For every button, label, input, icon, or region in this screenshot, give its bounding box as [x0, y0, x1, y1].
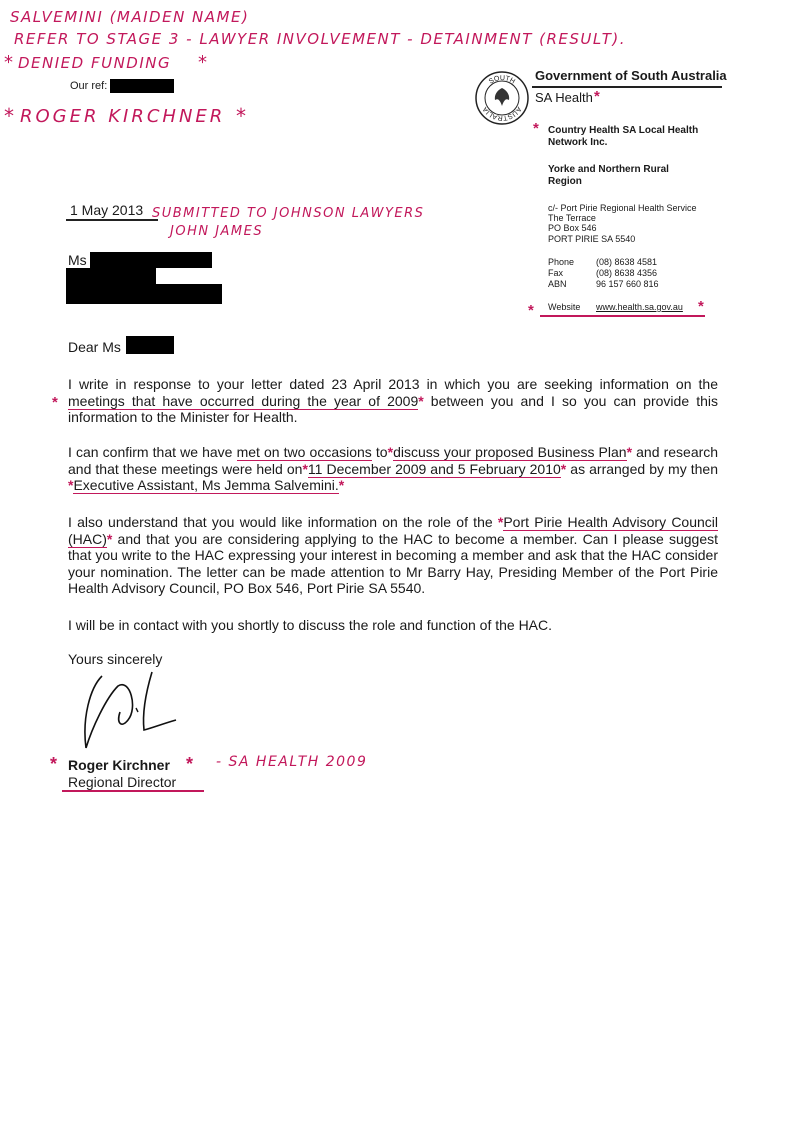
annotation-star: * — [533, 120, 539, 137]
annotation-star: * — [497, 514, 504, 530]
region-name: Yorke and Northern Rural Region — [548, 164, 669, 187]
annotation-star: * — [698, 298, 704, 315]
abn-value: 96 157 660 816 — [596, 279, 659, 289]
recipient-prefix: Ms — [68, 252, 87, 268]
annotation-star: * — [302, 460, 308, 477]
annotation-sa-health-2009: - SA HEALTH 2009 — [216, 754, 368, 770]
para3-text: and that you are considering applying to the HAC to become a member. Can I please suggest that you write to the HAC expressing your interest in becoming a member and ask that the HAC consider your nomination. The letter can be made attention to Mr Barry Hay, Presiding Member of the Port Pirie Health Advisory Council, PO Box 546, Port Pirie SA 5540. — [68, 530, 718, 596]
para2-underlined: 11 December 2009 and 5 February 2010 — [307, 460, 561, 477]
annotation-star: * — [236, 104, 248, 128]
annotation-star: * — [52, 394, 58, 411]
letterhead-rule — [532, 86, 722, 88]
annotation-star: * — [50, 754, 58, 774]
para2-text: to — [375, 444, 388, 460]
para3-text: I also understand that you would like information on the role of the — [68, 514, 493, 530]
annotation-roger-kirchner: ROGER KIRCHNER — [20, 106, 226, 127]
redaction — [110, 79, 174, 93]
annotation-star: * — [560, 460, 567, 477]
annotation-underline — [62, 790, 204, 792]
paragraph-1 — [68, 376, 718, 426]
redaction — [90, 252, 212, 268]
address-line: The Terrace — [548, 213, 596, 223]
sa-health-label: SA Health — [535, 90, 593, 105]
annotation-denied-funding: DENIED FUNDING — [18, 54, 172, 72]
phone-label: Phone — [548, 257, 575, 267]
address-line: PORT PIRIE SA 5540 — [548, 234, 636, 244]
annotation-refer-stage: REFER TO STAGE 3 - LAWYER INVOLVEMENT - DETAINMENT (RESULT). — [14, 30, 627, 48]
redaction — [126, 336, 174, 354]
annotation-star: * — [528, 302, 534, 319]
phone-value: (08) 8638 4581 — [596, 257, 658, 267]
annotation-star: * — [198, 52, 209, 73]
annotation-star: * — [418, 392, 424, 409]
redaction — [66, 268, 156, 284]
network-name: Country Health SA Local Health Network Inc. — [548, 125, 699, 148]
salutation: Dear Ms — [68, 339, 121, 355]
closing: Yours sincerely — [68, 651, 163, 667]
para2-underlined: met on two occasions — [236, 444, 372, 460]
annotation-john-james: JOHN JAMES — [170, 224, 264, 239]
seal-bottom-text: AUSTRALIA — [481, 105, 523, 122]
signatory-name: Roger Kirchner — [68, 757, 170, 773]
annotation-star: * — [106, 530, 113, 547]
state-seal — [474, 70, 530, 126]
annotation-star: * — [338, 477, 345, 493]
para2-text: and research and that these meetings were held on — [68, 444, 719, 477]
annotation-star: * — [4, 52, 15, 73]
annotation-star: * — [186, 754, 194, 774]
fax-value: (08) 8638 4356 — [596, 268, 658, 278]
redaction — [66, 284, 222, 304]
para2-text: as arranged by my then — [570, 460, 718, 477]
letter-date: 1 May 2013 — [70, 202, 144, 218]
date-underline — [66, 219, 158, 221]
annotation-star: * — [594, 88, 600, 105]
paragraph-2 — [68, 444, 718, 494]
annotation-submitted: SUBMITTED TO JOHNSON LAWYERS — [152, 206, 425, 221]
para3-underlined: Port Pirie Health Advisory Council (HAC) — [68, 514, 719, 547]
our-ref-label: Our ref: — [70, 80, 108, 92]
seal-top-text: SOUTH — [487, 74, 517, 86]
annotation-star: * — [68, 477, 74, 493]
signatory-title: Regional Director — [68, 774, 177, 790]
address-line: PO Box 546 — [548, 223, 597, 233]
para1-text: I write in response to your letter dated 23 April 2013 in which you are seeking information on the — [68, 376, 718, 392]
paragraph-4: I will be in contact with you shortly to discuss the role and function of the HAC. — [68, 617, 553, 633]
paragraph-3 — [68, 514, 718, 597]
svg-text:AUSTRALIA — [482, 105, 523, 121]
website-link[interactable]: www.health.sa.gov.au — [596, 302, 683, 312]
annotation-underline — [540, 315, 705, 317]
website-label: Website — [548, 302, 581, 312]
fax-label: Fax — [548, 268, 564, 278]
svg-text:SOUTH — [488, 75, 516, 86]
annotation-star: * — [4, 104, 16, 128]
abn-label: ABN — [548, 279, 567, 289]
para1-underlined: meetings that have occurred during the year of 2009 — [68, 392, 419, 409]
para2-underlined: Executive Assistant, Ms Jemma Salvemini. — [73, 477, 339, 493]
address-line: c/- Port Pirie Regional Health Service — [548, 203, 697, 213]
government-title: Government of South Australia — [535, 68, 727, 83]
para2-text: I can confirm that we have — [68, 444, 233, 460]
para2-underlined: discuss your proposed Business Plan — [393, 444, 627, 460]
annotation-star: * — [387, 444, 394, 460]
para1-text: between you and I so you can provide this information to the Minister for Health. — [68, 392, 718, 425]
annotation-maiden-name: SALVEMINI (MAIDEN NAME) — [10, 8, 250, 26]
annotation-star: * — [626, 444, 633, 460]
signature — [72, 668, 182, 758]
